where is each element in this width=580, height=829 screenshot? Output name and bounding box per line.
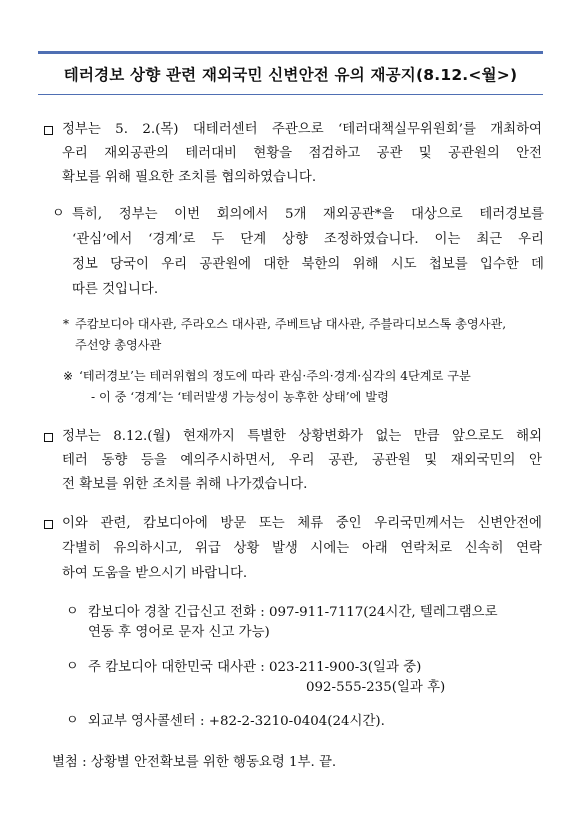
contact-police-line-1: 캄보디아 경찰 긴급신고 전화 : 097-911-7117(24시간, 텔레그램으로 — [88, 605, 498, 620]
circle-bullet: ㅇ — [66, 713, 79, 728]
section-2-line-4: 따른 것입니다. — [72, 282, 159, 297]
section-3-line-2: 테러 동향 등을 예의주시하면서, 우리 공관, 공관원 및 재외국민의 안 — [62, 453, 542, 468]
section-1-line-2: 우리 재외공관의 테러대비 현황을 점검하고 공관 및 공관원의 안전 — [62, 146, 542, 161]
reference-mark: ※ — [63, 369, 74, 383]
section-2-line-1: 특히, 정부는 이번 회의에서 5개 재외공관*을 대상으로 테러경보를 — [72, 207, 544, 222]
section-2-line-3: 정보 당국이 우리 공관원에 대한 북한의 위해 시도 첩보를 입수한 데 — [72, 257, 544, 272]
section-3-line-1: 정부는 8.12.(월) 현재까지 특별한 상황변화가 없는 만큼 앞으로도 해외 — [62, 429, 542, 444]
contact-police-line-2: 연동 후 영어로 문자 신고 가능) — [88, 625, 270, 640]
section-3-line-3: 전 확보를 위한 조치를 취해 나가겠습니다. — [62, 477, 308, 492]
attachment-note: 별첨 : 상황별 안전확보를 위한 행동요령 1부. 끝. — [52, 755, 337, 770]
section-1-line-1: 정부는 5. 2.(목) 대테러센터 주관으로 ‘테러대책실무위원회’를 개최하여 — [62, 122, 542, 137]
circle-bullet: ㅇ — [66, 604, 79, 619]
square-bullet-icon — [44, 520, 53, 529]
contact-consular-line-1: 외교부 영사콜센터 : +82-2-3210-0404(24시간). — [88, 714, 385, 729]
document-title: 테러경보 상향 관련 재외국민 신변안전 유의 재공지(8.12.<월>) — [63, 66, 518, 84]
section-4-line-2: 각별히 유의하시고, 위급 상황 발생 시에는 아래 연락처로 신속히 연락 — [62, 541, 542, 556]
contact-embassy-line-2: 092-555-235(일과 후) — [306, 680, 446, 695]
section-2-line-2: ‘관심’에서 ‘경계’로 두 단계 상향 조정하였습니다. 이는 최근 우리 — [72, 232, 544, 247]
asterisk-marker: * — [63, 317, 69, 331]
section-4-line-3: 하여 도움을 받으시기 바랍니다. — [62, 566, 248, 581]
circle-bullet: ㅇ — [52, 206, 65, 221]
section-1-line-3: 확보를 위해 필요한 조치를 협의하였습니다. — [62, 170, 317, 185]
note-line-1: ‘테러경보’는 테러위협의 정도에 따라 관심·주의·경계·심각의 4단계로 구분 — [79, 369, 471, 383]
note-line-2: - 이 중 ‘경계’는 ‘테러발생 가능성이 농후한 상태’에 발령 — [91, 390, 389, 404]
contact-embassy-line-1: 주 캄보디아 대한민국 대사관 : 023-211-900-3(일과 중) — [88, 660, 422, 675]
section-4-line-1: 이와 관련, 캄보디아에 방문 또는 체류 중인 우리국민께서는 신변안전에 — [62, 516, 542, 531]
square-bullet-icon — [44, 126, 53, 135]
footnote-line-1: 주캄보디아 대사관, 주라오스 대사관, 주베트남 대사관, 주블라디보스톡 총영사관, — [75, 317, 507, 331]
footnote-line-2: 주선양 총영사관 — [75, 338, 162, 352]
circle-bullet: ㅇ — [66, 659, 79, 674]
square-bullet-icon — [44, 433, 53, 442]
title-box — [38, 51, 543, 95]
